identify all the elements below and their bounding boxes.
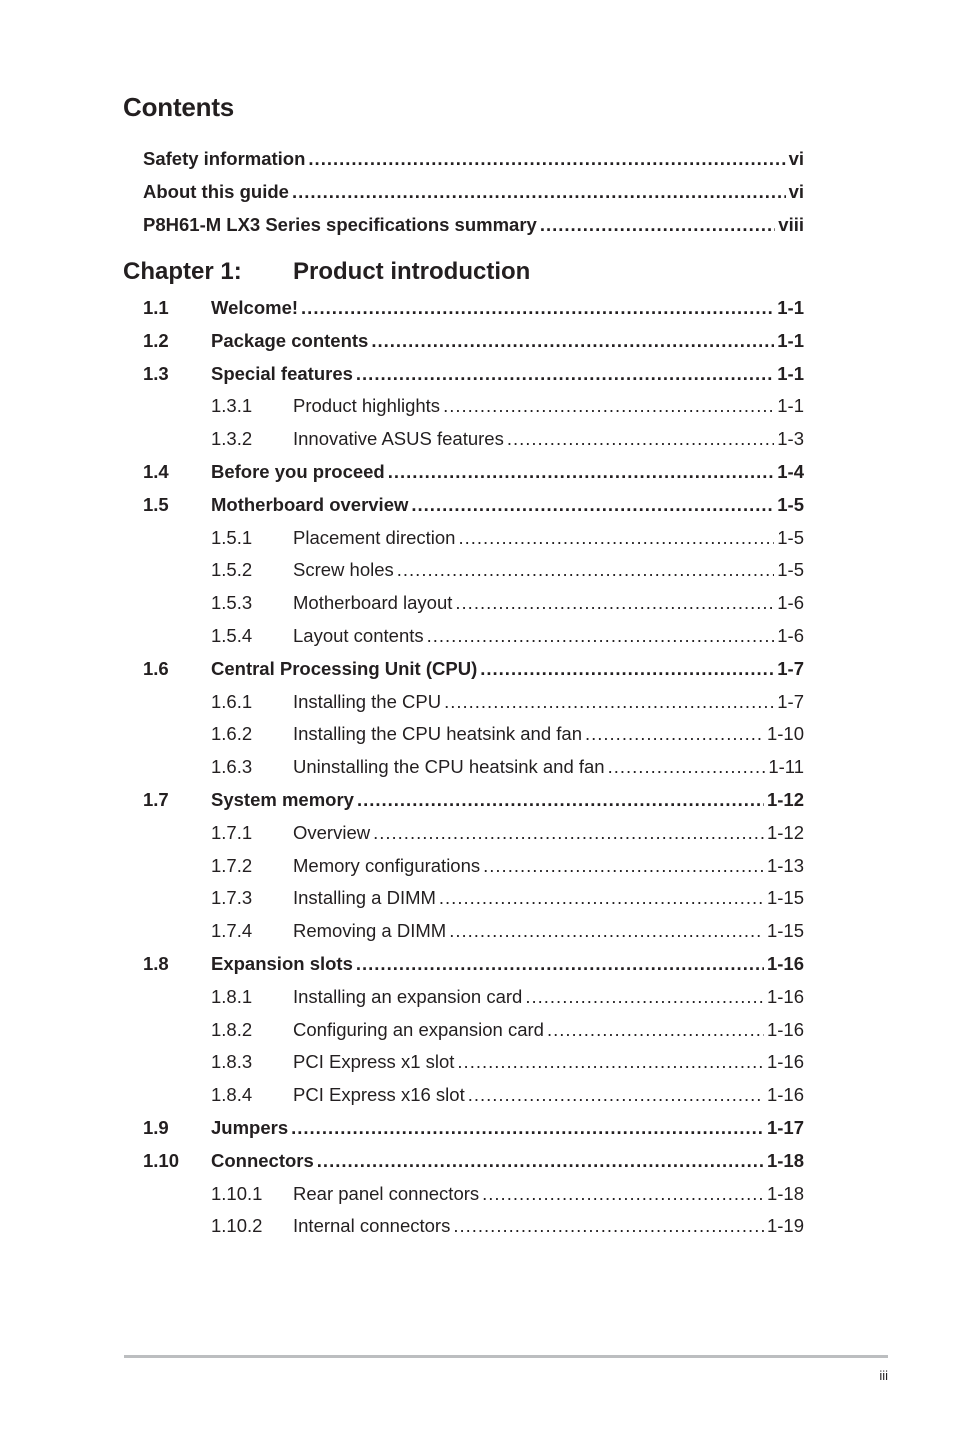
toc-row[interactable] (143, 1014, 804, 1047)
toc-section-number: 1.8.2 (211, 1018, 253, 1040)
toc-row[interactable] (143, 817, 804, 850)
toc-entry-title: Welcome! (211, 297, 299, 318)
chapter-title: Product introduction (293, 258, 531, 285)
toc-section-number: 1.5.2 (211, 559, 253, 581)
toc-page-number: 1-7 (777, 690, 804, 712)
toc-row[interactable] (143, 208, 804, 241)
toc-section-number: 1.7 (143, 788, 169, 810)
toc-row[interactable] (143, 1145, 804, 1178)
toc-section-number: 1.6 (143, 657, 169, 679)
toc-entry-title: About this guide (143, 181, 289, 202)
dot-leader (507, 423, 774, 456)
toc-page-number: 1-16 (766, 952, 804, 974)
dot-leader (482, 1178, 764, 1211)
toc-page-number: 1-18 (766, 1149, 804, 1171)
dot-leader (356, 358, 774, 391)
front-matter-list (143, 142, 804, 241)
toc-page-number: 1-5 (777, 493, 804, 515)
toc-row[interactable] (143, 489, 804, 522)
toc-entry-title: Expansion slots (211, 952, 353, 974)
toc-page-number: 1-12 (766, 821, 804, 843)
dot-leader (483, 850, 764, 883)
toc-page-number: 1-13 (766, 854, 804, 876)
toc-page-number: 1-4 (777, 460, 804, 482)
chapter-heading (123, 258, 804, 286)
toc-entry-title: Memory configurations (293, 854, 481, 876)
toc-page-number: vi (788, 148, 804, 169)
dot-leader (547, 1014, 764, 1047)
dot-leader (458, 522, 774, 555)
toc-page-number: 1-1 (777, 297, 804, 318)
toc-entry-title: Jumpers (211, 1116, 289, 1138)
dot-leader (427, 620, 775, 653)
toc-entry-title: Innovative ASUS features (293, 428, 504, 450)
page-title: Contents (123, 92, 235, 122)
toc-entry-title: Uninstalling the CPU heatsink and fan (293, 756, 605, 778)
footer-rule (124, 1355, 888, 1358)
toc-section-number: 1.8.3 (211, 1051, 253, 1073)
dot-leader (308, 142, 785, 175)
toc-page-number: 1-15 (766, 920, 804, 942)
toc-page-number: vi (788, 181, 804, 202)
toc-row[interactable] (143, 686, 804, 719)
toc-page-number: viii (778, 214, 804, 235)
toc-row[interactable] (143, 718, 804, 751)
toc-entry-title: Installing a DIMM (293, 887, 436, 909)
dot-leader (449, 915, 764, 948)
toc-entry-title: PCI Express x16 slot (293, 1084, 465, 1106)
dot-leader (388, 456, 775, 489)
toc-page-number: 1-16 (766, 1018, 804, 1040)
toc-row[interactable] (143, 175, 804, 208)
toc-entry-title: Special features (211, 362, 353, 384)
toc-row[interactable] (143, 358, 804, 391)
toc-section-number: 1.10.2 (211, 1215, 263, 1237)
toc-page-number: 1-19 (766, 1215, 804, 1237)
toc-entry-title: PCI Express x1 slot (293, 1051, 455, 1073)
toc-section-number: 1.10.1 (211, 1182, 263, 1204)
toc-section-number: 1.5.4 (211, 624, 253, 646)
dot-leader (457, 1046, 764, 1079)
toc-row[interactable] (143, 1178, 804, 1211)
toc-entry-title: Removing a DIMM (293, 920, 447, 942)
toc-page-number: 1-1 (777, 395, 804, 417)
toc-page-number: 1-3 (777, 428, 804, 450)
dot-leader (357, 784, 764, 817)
toc-row[interactable] (143, 653, 804, 686)
toc-section-number: 1.1 (143, 297, 169, 318)
toc-row[interactable] (143, 850, 804, 883)
toc-row[interactable] (143, 325, 804, 358)
dot-leader (455, 587, 774, 620)
toc-row[interactable] (143, 456, 804, 489)
toc-entry-title: Internal connectors (293, 1215, 451, 1237)
dot-leader (608, 751, 766, 784)
toc-row[interactable] (143, 620, 804, 653)
toc-row[interactable] (143, 554, 804, 587)
dot-leader (439, 882, 764, 915)
toc-row[interactable] (143, 1079, 804, 1112)
dot-leader (292, 175, 786, 208)
dot-leader (411, 489, 774, 522)
toc-entry-title: Before you proceed (211, 460, 385, 482)
toc-entry-title: P8H61-M LX3 Series specifications summary (143, 214, 537, 235)
dot-leader (301, 292, 774, 325)
toc-section-number: 1.9 (143, 1116, 169, 1138)
toc-section-number: 1.7.3 (211, 887, 253, 909)
toc-section-number: 1.3.2 (211, 428, 253, 450)
toc-section-number: 1.8.1 (211, 985, 253, 1007)
toc-page-number: 1-5 (777, 526, 804, 548)
toc-section-number: 1.8 (143, 952, 169, 974)
toc-row[interactable] (143, 1046, 804, 1079)
toc-page-number: 1-1 (777, 329, 804, 351)
toc-row[interactable] (143, 948, 804, 981)
toc-entry-title: Configuring an expansion card (293, 1018, 544, 1040)
dot-leader (585, 718, 764, 751)
toc-section-number: 1.3.1 (211, 395, 253, 417)
toc-section-number: 1.3 (143, 362, 169, 384)
toc-entry-title: Central Processing Unit (CPU) (211, 657, 478, 679)
dot-leader (443, 390, 774, 423)
dot-leader (444, 686, 774, 719)
toc-row[interactable] (143, 981, 804, 1014)
toc-section-number: 1.2 (143, 329, 169, 351)
dot-leader (373, 817, 764, 850)
dot-leader (356, 948, 764, 981)
toc-page-number: 1-12 (766, 788, 804, 810)
dot-leader (371, 325, 774, 358)
toc-page-number: 1-16 (766, 985, 804, 1007)
dot-leader (317, 1145, 764, 1178)
toc-section-number: 1.5.1 (211, 526, 253, 548)
toc-page-number: 1-5 (777, 559, 804, 581)
dot-leader (540, 208, 775, 241)
toc-entry-title: Layout contents (293, 624, 424, 646)
dot-leader (480, 653, 774, 686)
toc-section-number: 1.6.3 (211, 756, 253, 778)
dot-leader (453, 1210, 764, 1243)
toc-page-number: 1-1 (777, 362, 804, 384)
toc-section-number: 1.5.3 (211, 592, 253, 614)
toc-entry-title: Package contents (211, 329, 369, 351)
toc-page-number: 1-6 (777, 592, 804, 614)
toc-row[interactable] (143, 1210, 804, 1243)
toc-section-number: 1.7.1 (211, 821, 253, 843)
toc-row[interactable] (143, 292, 804, 325)
toc-row[interactable] (143, 915, 804, 948)
toc-page-number: 1-18 (766, 1182, 804, 1204)
chapter-label: Chapter 1: (123, 258, 242, 285)
toc-row[interactable] (143, 751, 804, 784)
dot-leader (291, 1112, 764, 1145)
toc-entry-title: Placement direction (293, 526, 456, 548)
toc-section-number: 1.10 (143, 1149, 180, 1171)
toc-section-number: 1.6.2 (211, 723, 253, 745)
toc-section-number: 1.8.4 (211, 1084, 253, 1106)
toc-entry-title: Installing the CPU (293, 690, 442, 712)
toc-entry-title: Motherboard layout (293, 592, 453, 614)
toc-entry-title: Overview (293, 821, 371, 843)
dot-leader (525, 981, 764, 1014)
toc-entry-title: Motherboard overview (211, 493, 409, 515)
toc-page-number: 1-7 (777, 657, 804, 679)
toc-row[interactable] (143, 390, 804, 423)
toc-row[interactable] (143, 142, 804, 175)
toc-page-number: 1-15 (766, 887, 804, 909)
dot-leader (468, 1079, 764, 1112)
toc-row[interactable] (143, 522, 804, 555)
toc-page-number: 1-10 (766, 723, 804, 745)
toc-entry-title: Product highlights (293, 395, 441, 417)
page-number: iii (879, 1368, 888, 1383)
toc-section-number: 1.7.2 (211, 854, 253, 876)
toc-row[interactable] (143, 882, 804, 915)
toc-entry-title: System memory (211, 788, 354, 810)
toc-entry-title: Connectors (211, 1149, 314, 1171)
toc-entry-title: Rear panel connectors (293, 1182, 480, 1204)
toc-page-number: 1-17 (766, 1116, 804, 1138)
toc-section-number: 1.6.1 (211, 690, 253, 712)
toc-entry-title: Screw holes (293, 559, 394, 581)
toc-row[interactable] (143, 784, 804, 817)
toc-section-number: 1.5 (143, 493, 169, 515)
dot-leader (397, 554, 774, 587)
toc-row[interactable] (143, 587, 804, 620)
toc-row[interactable] (143, 423, 804, 456)
toc-section-number: 1.4 (143, 460, 169, 482)
toc-entry-title: Installing an expansion card (293, 985, 523, 1007)
toc-page-number: 1-11 (768, 756, 804, 778)
toc-page-number: 1-16 (766, 1051, 804, 1073)
toc-entry-title: Installing the CPU heatsink and fan (293, 723, 582, 745)
toc-entry-title: Safety information (143, 148, 306, 169)
toc-page-number: 1-6 (777, 624, 804, 646)
toc-row[interactable] (143, 1112, 804, 1145)
toc-entries-list (143, 292, 804, 1243)
toc-page-number: 1-16 (766, 1084, 804, 1106)
toc-section-number: 1.7.4 (211, 920, 253, 942)
